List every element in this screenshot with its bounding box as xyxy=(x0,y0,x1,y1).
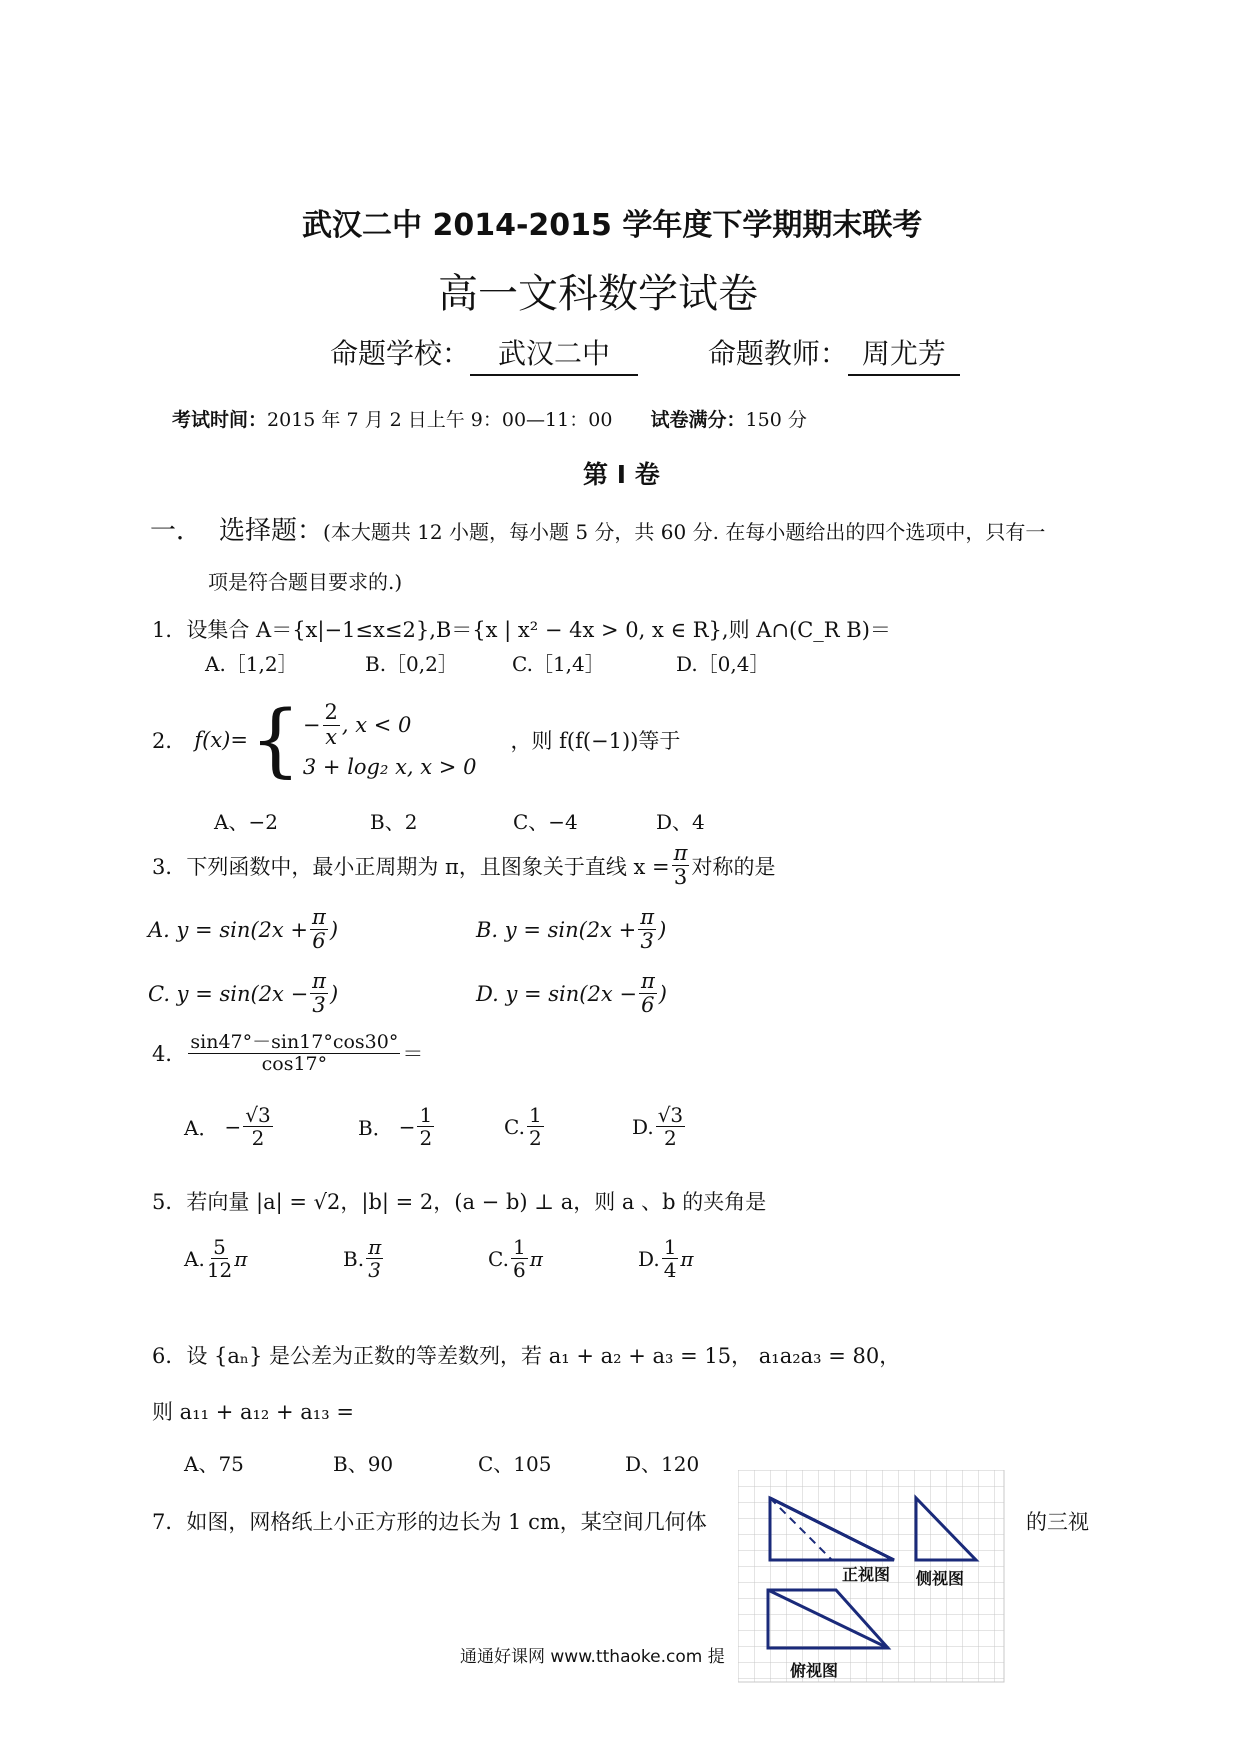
question-3-stem xyxy=(152,842,775,889)
question-2-option-b: B、2 xyxy=(370,810,418,834)
question-6-option-a: A、75 xyxy=(184,1452,244,1476)
top-view-label: 俯视图 xyxy=(790,1661,839,1680)
question-3-option-c-num: π xyxy=(312,969,326,993)
question-5-option-d-den: 4 xyxy=(663,1258,677,1282)
question-1-option-d: D.［0,4］ xyxy=(676,652,770,676)
question-4-option-d-num: √3 xyxy=(657,1103,684,1127)
question-3-option-d-num: π xyxy=(640,969,655,993)
question-3-option-c xyxy=(148,970,338,1017)
question-4-den: cos17° xyxy=(261,1052,328,1075)
question-4-num: sin47°－sin17°cos30° xyxy=(190,1031,399,1053)
question-3-option-d-pre: D. y = sin(2x − xyxy=(476,981,637,1006)
question-3-option-d xyxy=(476,970,667,1017)
question-6-option-d: D、120 xyxy=(625,1452,700,1476)
question-3-option-a-post: ) xyxy=(329,917,339,942)
question-4-option-a xyxy=(184,1104,275,1149)
question-5-option-a-post: π xyxy=(234,1246,248,1271)
exam-time-value: 2015 年 7 月 2 日上午 9：00—11：00 xyxy=(267,409,613,431)
exam-info-line xyxy=(172,405,807,432)
question-4-option-b xyxy=(358,1104,436,1149)
question-3-stem-den: 3 xyxy=(673,865,688,890)
question-4-option-d xyxy=(632,1104,687,1149)
question-2-option-c: C、−4 xyxy=(513,810,578,834)
question-5-option-c-den: 6 xyxy=(512,1258,526,1282)
school-value: 武汉二中 xyxy=(470,332,638,376)
question-3-option-c-pre: C. y = sin(2x − xyxy=(148,981,309,1006)
question-4-option-c-label: C. xyxy=(504,1114,525,1139)
question-4-option-c xyxy=(504,1104,546,1149)
question-2-lhs: f(x)= xyxy=(194,728,248,752)
front-view-label: 正视图 xyxy=(842,1565,891,1584)
question-5-option-b xyxy=(343,1236,385,1281)
section-number: 一． xyxy=(150,516,203,546)
question-3-stem-post: 对称的是 xyxy=(691,854,776,879)
question-5-option-b-den: 3 xyxy=(368,1258,381,1282)
question-2-case2: 3 + log₂ x, x > 0 xyxy=(302,754,477,779)
question-3-option-a-pre: A. y = sin(2x + xyxy=(148,917,309,942)
author-line xyxy=(330,332,960,376)
question-2-number: 2． xyxy=(152,729,187,753)
question-4-option-d-den: 2 xyxy=(664,1126,677,1150)
question-3-stem-num: π xyxy=(673,841,688,865)
question-5-option-d xyxy=(638,1236,694,1281)
volume-heading: 第 I 卷 xyxy=(583,460,660,489)
question-4-number: 4． xyxy=(152,1042,187,1067)
question-5-option-b-num: π xyxy=(368,1235,382,1259)
question-3-option-d-post: ) xyxy=(658,981,667,1006)
footer-watermark: 通通好课网 www.tthaoke.com 提 xyxy=(460,1647,725,1667)
question-4-option-a-sign: − xyxy=(224,1114,242,1139)
question-5-option-a xyxy=(184,1236,247,1281)
question-2-stem xyxy=(152,690,680,790)
section-desc-2: 项是符合题目要求的.) xyxy=(208,570,403,594)
question-3-option-b-num: π xyxy=(640,905,655,929)
exam-score-value: 150 分 xyxy=(745,409,807,431)
teacher-value: 周尤芳 xyxy=(848,332,960,376)
question-2-case1-cond: , x < 0 xyxy=(341,713,412,737)
question-2-case1-den: x xyxy=(325,724,338,749)
question-4-option-a-den: 2 xyxy=(251,1126,265,1150)
question-3-option-b xyxy=(476,906,666,953)
question-6-stem-1: 6．设 {aₙ} 是公差为正数的等差数列，若 a₁ + a₂ + a₃ = 15， a₁a₂a₃ = 80， xyxy=(152,1344,901,1368)
question-5-option-d-post: π xyxy=(680,1246,694,1271)
question-4-stem xyxy=(152,1032,423,1075)
question-3-option-c-post: ) xyxy=(329,981,339,1006)
question-4-option-a-num: √3 xyxy=(245,1103,271,1127)
question-5-option-a-num: 5 xyxy=(213,1235,226,1259)
question-5-option-c-label: C. xyxy=(488,1246,509,1271)
question-2-option-a: A、−2 xyxy=(214,810,278,834)
question-5-option-b-label: B. xyxy=(343,1246,365,1271)
question-2-brace: { xyxy=(249,693,301,786)
question-1-option-b: B.［0,2］ xyxy=(365,652,458,676)
exam-title: 武汉二中 2014-2015 学年度下学期期末联考 xyxy=(302,208,923,243)
question-6-option-c: C、105 xyxy=(478,1452,552,1476)
question-5-option-d-label: D. xyxy=(638,1246,660,1271)
question-5-option-c-num: 1 xyxy=(512,1235,526,1259)
question-5-option-d-num: 1 xyxy=(663,1235,677,1259)
question-3-option-b-post: ) xyxy=(658,917,667,942)
question-6-stem-2: 则 a₁₁ + a₁₂ + a₁₃ = xyxy=(152,1400,354,1424)
three-view-figure xyxy=(738,1470,1006,1684)
exam-subtitle: 高一文科数学试卷 xyxy=(438,271,758,317)
section-desc-1: (本大题共 12 小题，每小题 5 分，共 60 分. 在每小题给出的四个选项中，只有一 xyxy=(323,520,1046,544)
question-5-stem: 5．若向量 |a| = √2，|b| = 2，(a − b) ⊥ a，则 a 、b 的夹角是 xyxy=(152,1190,767,1214)
question-2-option-d: D、4 xyxy=(656,810,705,834)
question-2-case1-num: 2 xyxy=(324,700,338,725)
question-4-option-c-den: 2 xyxy=(528,1126,542,1150)
question-1-option-c: C.［1,4］ xyxy=(512,652,605,676)
question-3-option-b-pre: B. y = sin(2x + xyxy=(476,917,637,942)
question-7-stem-right: 的三视 xyxy=(1026,1510,1089,1534)
question-4-option-b-den: 2 xyxy=(419,1126,433,1150)
question-2-tail: ，则 f(f(−1))等于 xyxy=(510,729,681,753)
teacher-label: 命题教师： xyxy=(707,337,848,370)
question-2-case1-neg: − xyxy=(302,713,321,737)
exam-score-label: 试卷满分： xyxy=(650,409,746,431)
exam-time-label: 考试时间： xyxy=(172,409,268,431)
question-3-option-a xyxy=(148,906,338,953)
section-heading xyxy=(150,510,1045,547)
question-3-option-d-den: 6 xyxy=(641,993,655,1018)
question-5-option-a-den: 12 xyxy=(206,1258,233,1282)
question-4-option-a-label: A． xyxy=(184,1116,219,1140)
question-4-option-b-label: B． xyxy=(358,1116,393,1140)
question-3-option-b-den: 3 xyxy=(640,929,654,954)
question-5-option-a-label: A. xyxy=(184,1246,205,1271)
question-3-option-a-den: 6 xyxy=(312,929,326,954)
school-label: 命题学校： xyxy=(330,337,471,370)
question-4-option-b-num: 1 xyxy=(419,1103,433,1127)
question-5-option-c-post: π xyxy=(529,1246,543,1271)
question-1-stem: 1．设集合 A＝{x|−1≤x≤2},B＝{x | x² − 4x > 0, x ∈ R},则 A∩(C_R B)＝ xyxy=(152,618,891,642)
section-name: 选择题： xyxy=(219,516,324,546)
question-6-option-b: B、90 xyxy=(333,1452,394,1476)
question-5-option-c xyxy=(488,1236,543,1281)
question-4-option-d-label: D. xyxy=(632,1114,654,1139)
question-4-eq: ＝ xyxy=(402,1042,424,1067)
question-4-option-c-num: 1 xyxy=(528,1103,542,1127)
question-1-option-a: A.［1,2］ xyxy=(205,652,298,676)
question-7-stem-left: 7．如图，网格纸上小正方形的边长为 1 cm，某空间几何体 xyxy=(152,1510,707,1534)
side-view-label: 侧视图 xyxy=(916,1569,965,1588)
question-3-stem-pre: 3．下列函数中，最小正周期为 π，且图象关于直线 x = xyxy=(152,854,670,879)
question-4-option-b-sign: − xyxy=(398,1114,416,1139)
question-3-option-a-num: π xyxy=(312,905,326,929)
question-3-option-c-den: 3 xyxy=(312,993,326,1018)
